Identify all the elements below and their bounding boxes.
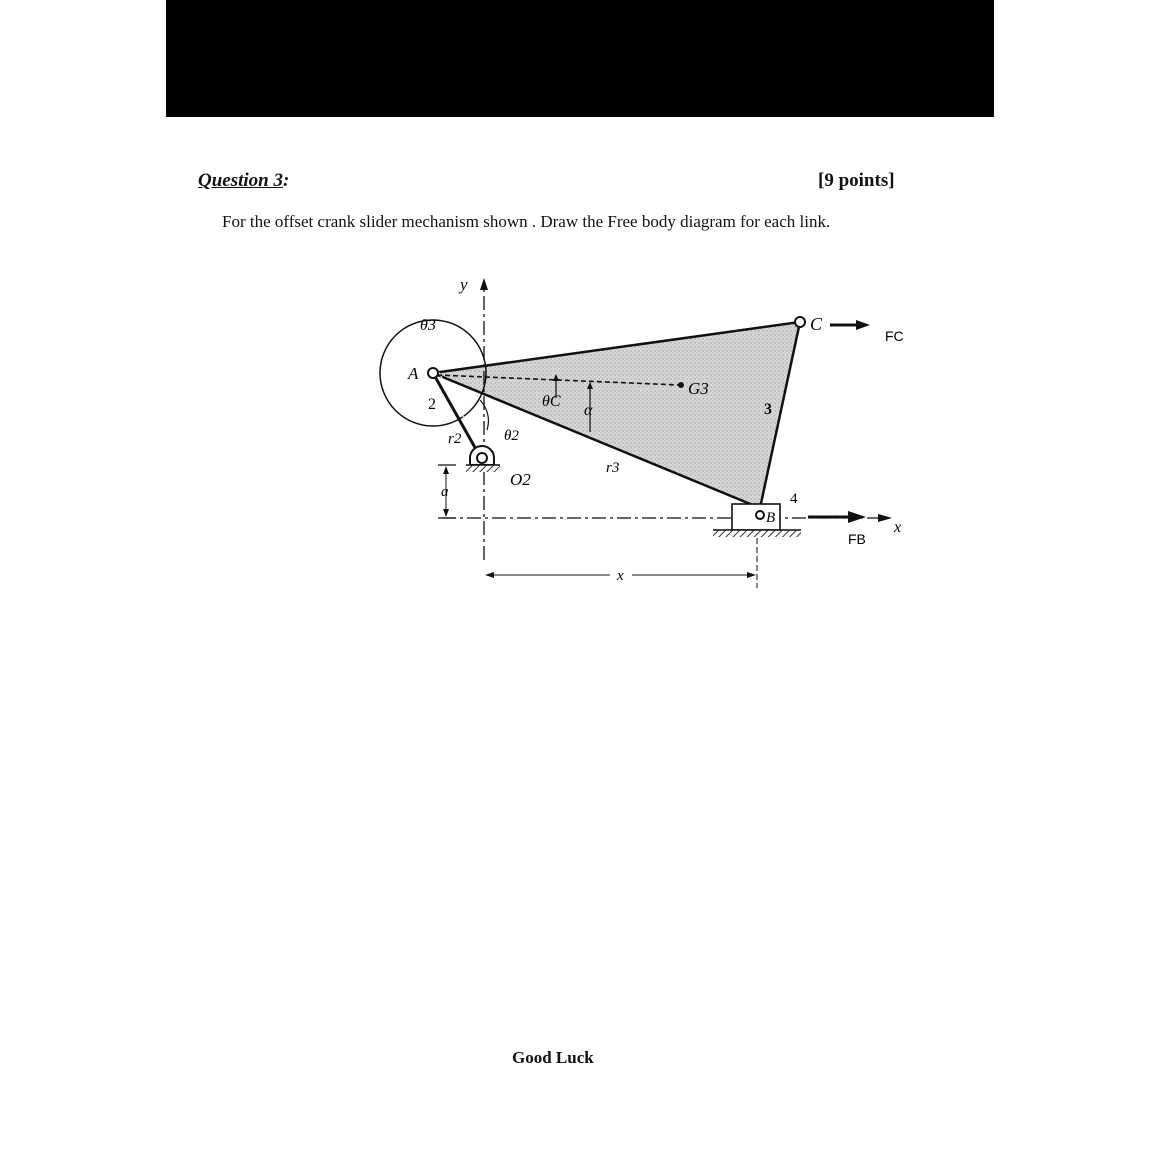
redacted-header-block [166,0,994,117]
joint-c [795,317,805,327]
point-b-label: B [766,510,776,526]
slider-ground [713,530,801,537]
x-axis-label: x [894,519,902,536]
joint-a [428,368,438,378]
g3-point [678,382,684,388]
question-text: For the offset crank slider mechanism shown . Draw the Free body diagram for each link. [222,212,831,231]
x-dimension-arrow-left [485,572,494,578]
theta-c-label: θC [542,393,561,410]
r2-label: r2 [448,431,462,447]
footer-good-luck: Good Luck [512,1048,594,1067]
point-a-label: A [408,364,419,383]
r3-label: r3 [606,460,620,476]
pivot-o2-label: O2 [510,470,531,489]
y-axis-label: y [460,275,468,294]
question-points: [9 points] [818,170,895,191]
alpha-label: α [584,402,593,419]
offset-a-arrow-down [443,509,449,517]
force-c-label: FC [885,328,904,344]
offset-a-arrow-up [443,466,449,474]
question-title-colon: : [283,170,290,191]
mechanism-diagram [370,270,930,600]
g3-label: G3 [688,379,709,398]
link2-label: 2 [428,396,436,413]
link4-label: 4 [790,491,798,507]
theta2-label: θ2 [504,428,519,444]
offset-a-label: a [441,484,449,500]
link3-label: 3 [764,401,772,418]
question-title-text: Question 3 [198,170,283,191]
distance-x-label: x [617,568,624,584]
force-b-arrowhead [848,511,866,523]
x-axis-arrowhead [878,514,892,522]
pivot-o2-ground [466,465,500,472]
theta3-label: θ3 [420,317,436,334]
y-axis-arrowhead [480,278,488,290]
force-c-arrowhead [856,320,870,330]
joint-b [756,511,764,519]
force-b-label: FB [848,531,866,547]
x-dimension-arrow-right [747,572,756,578]
point-c-label: C [810,314,823,334]
mechanism-figure [370,270,930,600]
question-title [198,170,289,192]
pivot-o2-pin [477,453,487,463]
